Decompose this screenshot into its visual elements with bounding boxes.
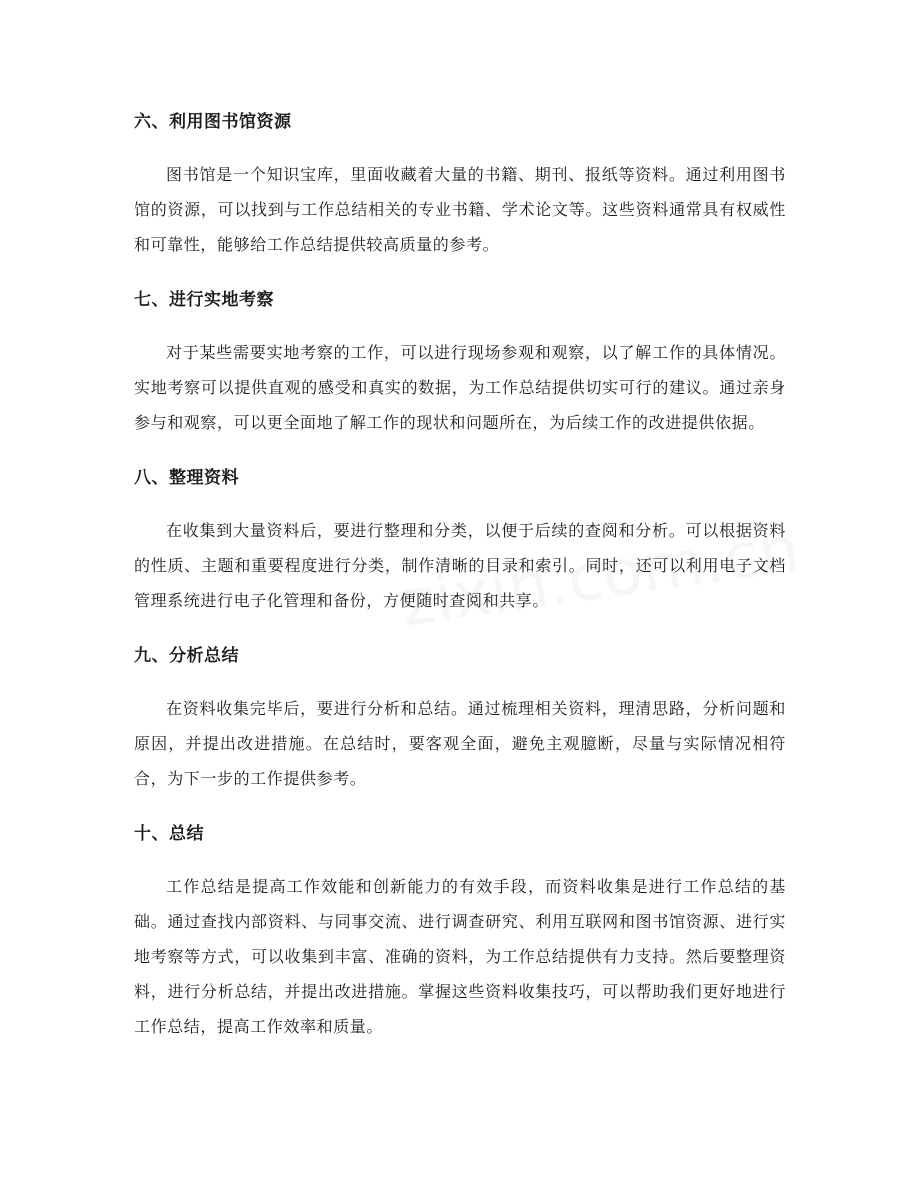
section-analysis-summary [134,638,786,796]
section-paragraph: 工作总结是提高工作效能和创新能力的有效手段，而资料收集是进行工作总结的基础。通过查找内部资料、与同事交流、进行调查研究、利用互联网和图书馆资源、进行实地考察等方式，可以收集到丰富、准确的资料，为工作总结提供有力支持。然后要整理资料，进行分析总结，并提出改进措施。掌握这些资料收集技巧，可以帮助我们更好地进行工作总结，提高工作效率和质量。 [134,877,786,1036]
document-body [134,104,786,1064]
section-paragraph: 图书馆是一个知识宝库，里面收藏着大量的书籍、期刊、报纸等资料。通过利用图书馆的资源，可以找到与工作总结相关的专业书籍、学术论文等。这些资料通常具有权威性和可靠性，能够给工作总结提供较高质量的参考。 [134,165,786,254]
section-conclusion [134,816,786,1044]
section-heading: 九、分析总结 [134,646,239,666]
section-heading: 六、利用图书馆资源 [134,112,292,132]
section-paragraph: 在资料收集完毕后，要进行分析和总结。通过梳理相关资料，理清思路，分析问题和原因，并提出改进措施。在总结时，要客观全面，避免主观臆断，尽量与实际情况相符合，为下一步的工作提供参考。 [134,699,786,788]
section-field-investigation [134,282,786,440]
section-library-resources [134,104,786,262]
section-paragraph: 在收集到大量资料后，要进行整理和分类，以便于后续的查阅和分析。可以根据资料的性质、主题和重要程度进行分类，制作清晰的目录和索引。同时，还可以利用电子文档管理系统进行电子化管理和备份，方便随时查阅和共享。 [134,521,786,610]
section-paragraph: 对于某些需要实地考察的工作，可以进行现场参观和观察，以了解工作的具体情况。实地考察可以提供直观的感受和真实的数据，为工作总结提供切实可行的建议。通过亲身参与和观察，可以更全面地了解工作的现状和问题所在，为后续工作的改进提供依据。 [134,343,786,432]
section-heading: 七、进行实地考察 [134,290,274,310]
section-heading: 十、总结 [134,824,204,844]
section-organize-materials [134,460,786,618]
section-heading: 八、整理资料 [134,468,239,488]
